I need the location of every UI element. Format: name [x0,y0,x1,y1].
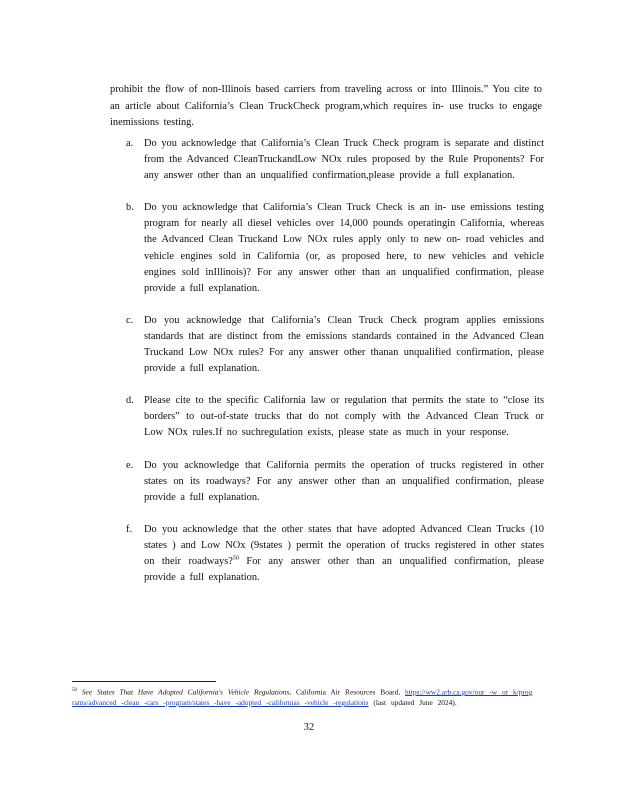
list-item [126,393,544,441]
list-item [126,313,544,377]
item-marker: d. [126,395,134,407]
item-marker: e. [126,459,134,471]
item-text-before: Do you acknowledge that the other states that have adopted Advanced Clean Trucks (10 states ) and Low NOx (9states ) permit the operation of trucks registered in other states on their roadways? [144,523,544,567]
page-number: 32 [303,722,315,733]
footnote-reference[interactable]: 50 [232,555,239,562]
footnote-number: 50 [72,688,77,693]
lead-paragraph: prohibit the flow of non-Illinois based carriers from traveling across or into Illinois.” You cite to an article about California’s Clean TruckCheck program,which requires in- use trucks to engage inemissions testing. [110,84,542,128]
footnote-source: , California Air Resources Board, [289,687,401,697]
footnote [72,686,534,709]
item-marker: a. [126,138,134,149]
footnote-link[interactable]: https://ww2.arb.ca.gov/our -w or k/programs/advanced -clean -cars -program/states -have -adopted -californias -vehicle -regulations [72,687,533,708]
item-marker: b. [126,202,134,214]
item-text: Do you acknowledge that California permits the operation of trucks registered in other states on its roadways? For any answer other than an unqualified confirmation, please provide a full explanation. [144,459,544,503]
item-text: Please cite to the specific California law or regulation that permits the state to “close its borders” to out-of-state trucks that do not comply with the Advanced Clean Truck or Low NOx rules.If no suchregulation exists, please state as much in your response. [144,395,544,439]
item-text [144,522,544,586]
item-text: Do you acknowledge that California’s Clean Truck Check program is separate and distinct from the Advanced CleanTruckandLow NOx rules proposed by the Rule Proponents? For any answer other than an unqualified confirmation,please provide a full explanation. [144,138,544,182]
item-text: Do you acknowledge that California’s Clean Truck Check is an in- use emissions testing program for nearly all diesel vehicles over 14,000 pounds operatingin California, whereas the Advanced Clean Truckand Low NOx rules apply only to new on- road vehicles and vehicle engines sold in California (or, as proposed here, to new vehicles and vehicle engines sold inIllinois)? For any answer other than an unqualified confirmation, please provide a full explanation. [144,202,544,294]
footnote-divider [72,681,216,682]
list-item [126,200,544,297]
item-marker: c. [126,314,134,326]
item-text-after: For any answer other than an unqualified confirmation, please provide a full explanation. [144,555,545,584]
footnote-date: (last updated June 2024). [373,698,457,708]
item-marker: f. [126,523,133,535]
list-item [126,522,544,586]
item-text: Do you acknowledge that California’s Clean Truck Check program applies emissions standards that are distinct from the emissions standards contained in the Advanced Clean Truckand Low NOx rules? For any answer other thanan unqualified confirmation, please provide a full explanation. [144,314,544,375]
list-item [126,136,544,184]
question-list [126,136,544,586]
list-item [126,458,544,506]
footnote-citation-title: See States That Have Adopted California's Vehicle Regulations [81,687,290,697]
